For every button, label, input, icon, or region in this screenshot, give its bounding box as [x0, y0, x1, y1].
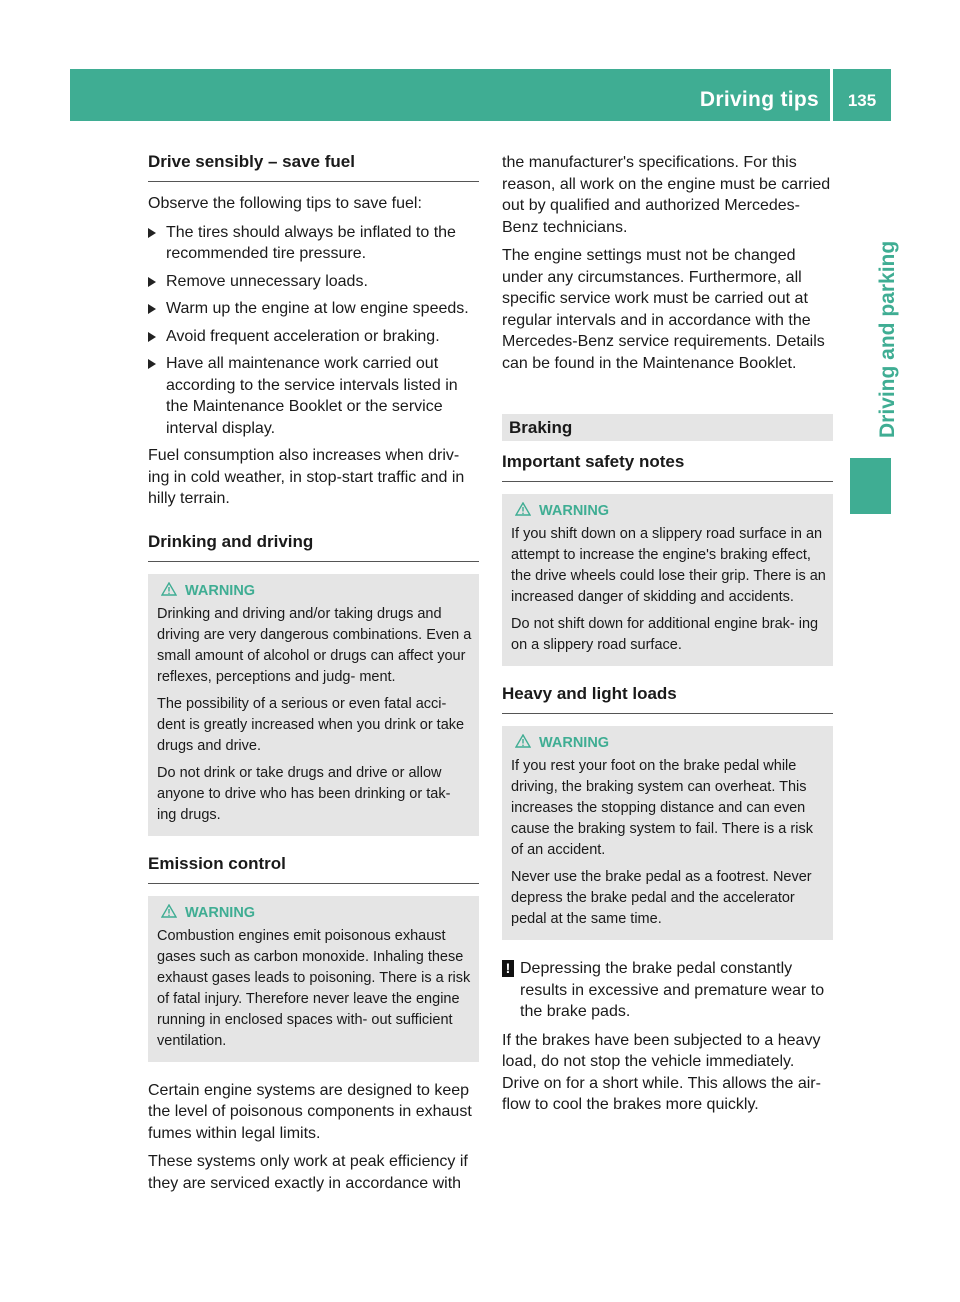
arrow-bullet-icon — [148, 228, 156, 238]
warning-triangle-icon — [161, 904, 177, 918]
warning-triangle-icon — [515, 734, 531, 748]
heading-drinking-driving: Drinking and driving — [148, 532, 479, 562]
warning-header: WARNING — [157, 904, 472, 922]
warning-text: Combustion engines emit poisonous exhaust gases such as carbon monoxide. Inhaling these exhaust gases leads to poisoning. There is a risk of fatal injury. Therefore never leave the engine running in enclosed spaces with- out sufficient ventilation. — [157, 927, 471, 1049]
warning-text: If you rest your foot on the brake pedal while driving, the braking system can overheat. This increases the stopping distance and can even cause the braking system to fail. There is a risk of an accident. — [511, 758, 813, 858]
arrow-bullet-icon — [148, 304, 156, 314]
list-item: Remove unnecessary loads. — [148, 271, 479, 293]
warning-header: WARNING — [157, 582, 472, 600]
exclamation-icon: ! — [502, 960, 514, 977]
warning-text: If you shift down on a slippery road surface in an attempt to increase the engine's braking effect, the drive wheels could lose their grip. There is an increased danger of skidding and accidents. — [511, 526, 826, 605]
paragraph: If the brakes have been subjected to a heavy load, do not stop the vehicle immediately. Drive on for a short while. This allows the air- flow to cool the brakes more quickly. — [502, 1031, 821, 1113]
warning-text: Do not shift down for additional engine brak- ing on a slippery road surface. — [511, 616, 819, 653]
arrow-bullet-icon — [148, 332, 156, 342]
arrow-bullet-icon — [148, 277, 156, 287]
warning-text: Do not drink or take drugs and drive or allow anyone to drive who has been drinking or tak- ing drugs. — [157, 764, 451, 823]
chapter-title: Driving tips — [699, 88, 819, 111]
paragraph: These systems only work at peak efficiency if they are serviced exactly in accordance with — [148, 1153, 468, 1192]
section-marker-block — [850, 458, 891, 514]
warning-text: The possibility of a serious or even fatal acci- dent is greatly increased when you drink or take drugs and drive. — [157, 695, 465, 754]
paragraph: The engine settings must not be changed under any circumstances. Furthermore, all specific service work must be carried out at regular intervals and in accordance with the Mercedes-Benz service requirements. Details can be found in the Maintenance Booklet. — [502, 247, 825, 372]
warning-header: WARNING — [511, 502, 826, 520]
paragraph: Certain engine systems are designed to keep the level of poisonous components in exhaust fumes within legal limits. — [148, 1081, 472, 1142]
warning-header: WARNING — [511, 734, 826, 752]
paragraph: Fuel consumption also increases when driv- ing in cold weather, in stop-start traffic and in hilly terrain. — [148, 447, 465, 507]
warning-triangle-icon — [515, 502, 531, 516]
warning-box — [502, 494, 833, 666]
right-column — [502, 152, 833, 1123]
list-item: Have all maintenance work carried out according to the service intervals listed in the Maintenance Booklet or the service interval display. — [148, 353, 479, 439]
paragraph: the manufacturer's specifications. For this reason, all work on the engine must be carried out by qualified and authorized Mercedes- Benz technicians. — [502, 154, 831, 236]
heading-braking: Braking — [502, 414, 833, 441]
list-item: Warm up the engine at low engine speeds. — [148, 298, 479, 320]
list-item: The tires should always be inflated to the recommended tire pressure. — [148, 222, 479, 265]
warning-text: Never use the brake pedal as a footrest. Never depress the brake pedal and the accelerator pedal at the same time. — [511, 869, 812, 927]
warning-text: Drinking and driving and/or taking drugs and driving are very dangerous combinations. Even a small amount of alcohol or drugs can affect your reflexes, perceptions and judg- ment. — [157, 605, 472, 685]
warning-box — [502, 726, 833, 940]
header-bar — [70, 69, 891, 121]
heading-drive-sensibly: Drive sensibly – save fuel — [148, 152, 479, 182]
warning-box — [148, 574, 479, 836]
left-column — [148, 152, 479, 1201]
section-side-tab: Driving and parking — [876, 240, 899, 438]
warning-box — [148, 896, 479, 1062]
page-number: 135 — [847, 91, 877, 110]
heading-emission-control: Emission control — [148, 854, 479, 884]
warning-triangle-icon — [161, 582, 177, 596]
paragraph: Observe the following tips to save fuel: — [148, 195, 422, 212]
material-damage-note: ! Depressing the brake pedal constantly results in excessive and premature wear to the brake pads. — [502, 958, 833, 1023]
arrow-bullet-icon — [148, 359, 156, 369]
heading-important-safety-notes: Important safety notes — [502, 452, 833, 482]
fuel-tips-list — [148, 222, 479, 440]
heading-heavy-light-loads: Heavy and light loads — [502, 684, 833, 714]
list-item: Avoid frequent acceleration or braking. — [148, 326, 479, 348]
